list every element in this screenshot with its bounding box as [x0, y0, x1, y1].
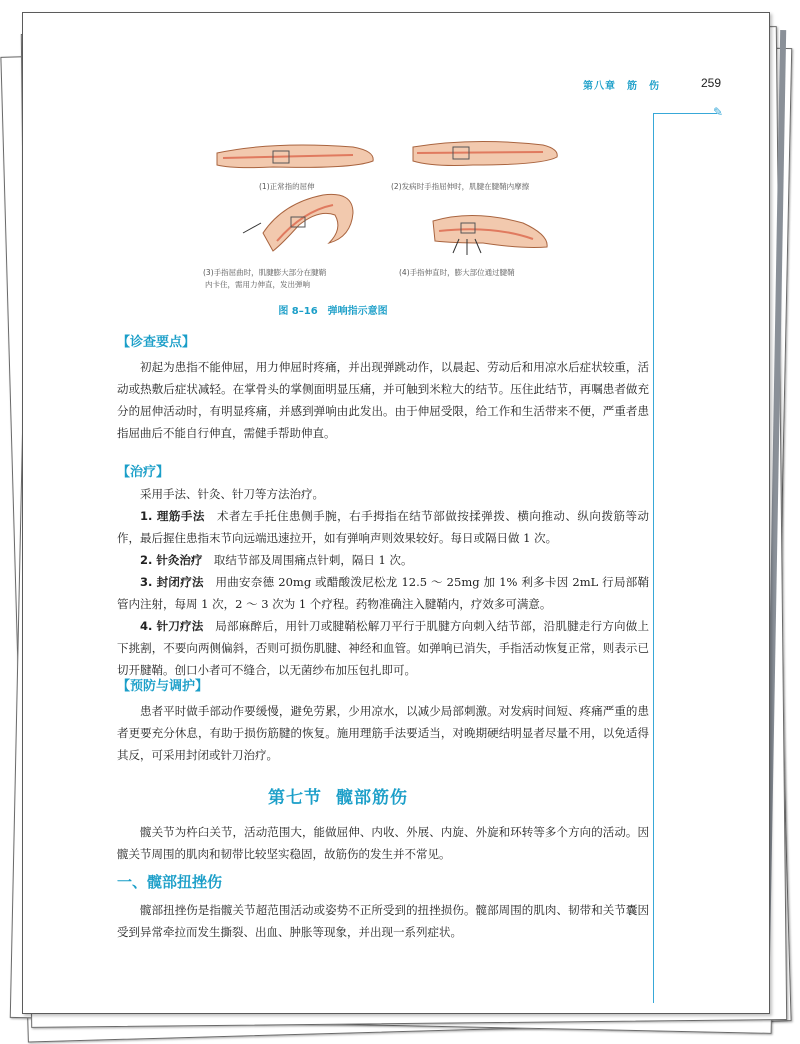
subsection-text	[117, 899, 649, 943]
diagnosis-text	[117, 356, 649, 444]
paragraph: 髋部扭挫伤是指髋关节超范围活动或姿势不正所受到的扭挫损伤。髋部周围的肌肉、韧带和关节囊因受到异常牵拉而发生撕裂、出血、肿胀等现象，并出现一系列症状。	[117, 903, 649, 939]
diagnosis-heading: 【诊查要点】	[117, 335, 196, 350]
treatment-item-text: 局部麻醉后，用针刀或腱鞘松解刀平行于肌腱方向刺入结节部，沿肌腱走行方向做上下挑割，不要向两侧偏斜，否则可损伤肌腱、神经和血管。如弹响已消失，手指活动恢复正常，则表示已切开腱鞘。创口小者可不缝合，以无菌纱布加压包扎即可。	[117, 619, 650, 677]
treatment-item	[117, 615, 649, 681]
pen-icon: ✎	[713, 105, 724, 119]
treatment-item-text: 用曲安奈德 20mg 或醋酸泼尼松龙 12.5 ～ 25mg 加 1% 利多卡因 2mL 行局部鞘管内注射，每周 1 次，2 ～ 3 次为 1 个疗程。药物准确注入腱鞘内，疗效多可满意。	[117, 575, 649, 611]
treatment-item	[117, 505, 649, 549]
figure-panel-label: 内卡住，需用力伸直，发出弹响	[205, 280, 310, 289]
paragraph: 初起为患指不能伸屈，用力伸屈时疼痛，并出现弹跳动作，以晨起、劳动后和用凉水后症状较重，活动或热敷后症状减轻。在掌骨头的掌侧面明显压痛，并可触到米粒大的结节。压住此结节，再嘱患者做充分的屈伸活动时，有明显疼痛，并感到弹响由此发出。由于伸屈受限，给工作和生活带来不便，严重者患指屈曲后不能自行伸直，需健手帮助伸直。	[117, 360, 649, 440]
figure-number: 图 8–16	[278, 306, 318, 317]
panel-3-flexed-finger	[203, 194, 353, 290]
treatment-item	[117, 571, 649, 615]
treatment-item-number: 1. 理筋手法	[140, 509, 205, 523]
treatment-item-number: 2. 针灸治疗	[140, 553, 203, 567]
paragraph: 患者平时做手部动作要缓慢，避免劳累，少用凉水，以减少局部刺激。对发病时间短、疼痛严重的患者更要充分休息，有助于损伤筋腱的恢复。施用理筋手法要适当，对晚期硬结明显者尽量不用，以免适得其反，可采用封闭或针刀治疗。	[117, 704, 649, 762]
trigger-finger-figure	[203, 125, 565, 293]
panel-1-normal-finger	[217, 145, 373, 191]
figure-panel-label: (1)正常指的屈伸	[259, 182, 315, 191]
figure-panel-label: (3)手指屈曲时，肌腱膨大部分在腱鞘	[203, 268, 327, 277]
treatment-item-text: 取结节部及周围痛点针刺，隔日 1 次。	[202, 553, 413, 567]
treatment-item-number: 3. 封闭疗法	[140, 575, 204, 589]
section-intro	[117, 821, 649, 865]
figure-caption	[23, 302, 653, 317]
figure-panel-label: (2)发病时手指屈伸时，肌腱在腱鞘内摩擦	[391, 182, 530, 191]
paragraph: 采用手法、针灸、针刀等方法治疗。	[140, 487, 324, 501]
section-number: 第七节	[268, 788, 322, 808]
paragraph: 髋关节为杵臼关节，活动范围大，能做屈伸、内收、外展、内旋、外旋和环转等多个方向的活动。因髋关节周围的肌肉和韧带比较坚实稳固，故筋伤的发生并不常见。	[117, 825, 649, 861]
treatment-text	[117, 483, 649, 681]
section-title	[23, 783, 653, 808]
book-page	[22, 12, 770, 1014]
treatment-item	[117, 549, 649, 571]
prevention-heading: 【预防与调护】	[117, 679, 209, 694]
margin-rule	[653, 113, 654, 1003]
subsection-title: 一、髋部扭挫伤	[117, 873, 223, 891]
page-number: 259	[701, 76, 722, 90]
running-header	[23, 77, 769, 97]
treatment-item-text: 术者左手托住患侧手腕，右手拇指在结节部做按揉弹拨、横向推动、纵向拨筋等动作，最后握住患指末节向远端迅速拉开，如有弹响声则效果较好。每日或隔日做 1 次。	[117, 509, 649, 545]
section-name: 髋部筋伤	[336, 788, 408, 808]
prevention-text	[117, 700, 649, 766]
treatment-heading: 【治疗】	[117, 465, 170, 480]
panel-2-tendon-friction	[391, 141, 557, 192]
figure-panel-label: (4)手指伸直时，膨大部位通过腱鞘	[399, 268, 515, 277]
treatment-item-number: 4. 针刀疗法	[140, 619, 204, 633]
chapter-title: 第八章 筋 伤	[583, 81, 660, 92]
margin-rule	[653, 113, 717, 114]
figure-title: 弹响指示意图	[327, 306, 388, 317]
panel-4-extended-finger	[399, 215, 547, 278]
